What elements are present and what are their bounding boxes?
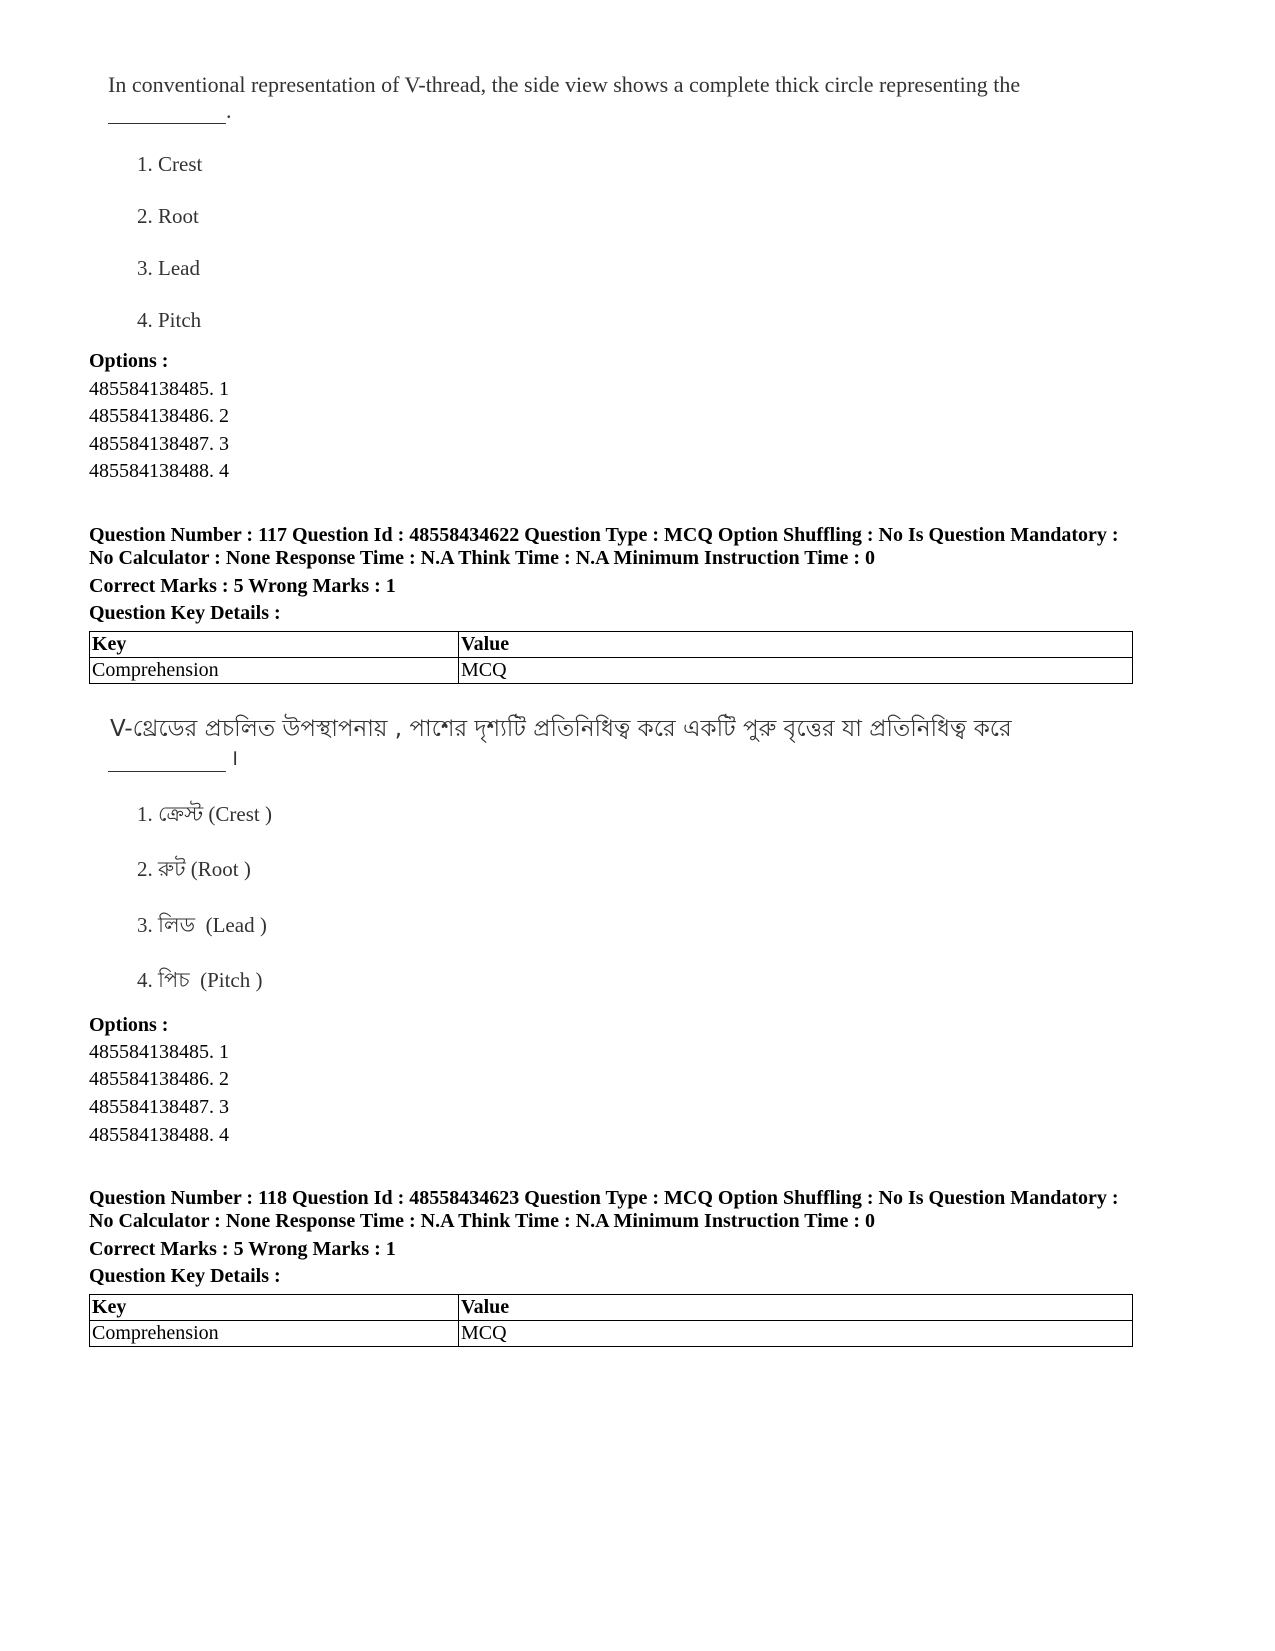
- q117-option-3: 485584138487. 3: [89, 1096, 229, 1118]
- q117-meta-line2: No Calculator : None Response Time : N.A Think Time : N.A Minimum Instruction Time : 0: [89, 547, 875, 569]
- q117-choice-3: 3. লিড (Lead ): [137, 913, 267, 937]
- q117-option-2: 485584138486. 2: [89, 1068, 229, 1090]
- q118-meta-line1: Question Number : 118 Question Id : 48558434623 Question Type : MCQ Option Shuffling : No Is Question Mandatory :: [89, 1187, 1119, 1209]
- q117-choice-4: 4. পিচ (Pitch ): [137, 968, 263, 992]
- q117-question-text: V-থ্রেডের প্রচলিত উপস্থাপনায় , পাশের দৃশ্যটি প্রতিনিধিত্ব করে একটি পুরু বৃত্তের যা প্রতিনিধিত্ব করে: [110, 716, 1012, 742]
- q116-choice-2: 2. Root: [137, 204, 199, 228]
- q117-meta-line1: Question Number : 117 Question Id : 48558434622 Question Type : MCQ Option Shuffling : No Is Question Mandatory :: [89, 524, 1119, 546]
- header-value: Value: [459, 632, 1133, 658]
- blank-suffix: .: [226, 98, 232, 123]
- table-row: [90, 658, 1133, 684]
- q117-choice-2: 2. রুট (Root ): [137, 857, 251, 881]
- answer-blank: [108, 749, 226, 772]
- q118-meta-line2: No Calculator : None Response Time : N.A Think Time : N.A Minimum Instruction Time : 0: [89, 1210, 875, 1232]
- q117-key-table: [89, 631, 1133, 684]
- blank-suffix: ।: [230, 745, 239, 770]
- header-key: Key: [90, 1295, 459, 1321]
- header-value: Value: [459, 1295, 1133, 1321]
- q118-key-details-label: Question Key Details :: [89, 1265, 281, 1287]
- cell-value: MCQ: [459, 658, 1133, 684]
- q117-options-label: Options :: [89, 1014, 169, 1036]
- q116-choice-3: 3. Lead: [137, 256, 200, 280]
- cell-key: Comprehension: [90, 658, 459, 684]
- q117-option-4: 485584138488. 4: [89, 1124, 229, 1146]
- q116-choice-4: 4. Pitch: [137, 308, 202, 332]
- q116-options-label: Options :: [89, 350, 169, 372]
- q116-option-4: 485584138488. 4: [89, 460, 229, 482]
- q116-option-2: 485584138486. 2: [89, 405, 229, 427]
- q117-key-details-label: Question Key Details :: [89, 602, 281, 624]
- q116-question-text: In conventional representation of V-thread, the side view shows a complete thick circle representing the: [108, 72, 1021, 97]
- header-key: Key: [90, 632, 459, 658]
- q118-key-table: [89, 1294, 1133, 1347]
- q117-blank: [108, 742, 238, 772]
- q118-marks: Correct Marks : 5 Wrong Marks : 1: [89, 1238, 396, 1260]
- table-row: [90, 1321, 1133, 1347]
- q116-option-3: 485584138487. 3: [89, 433, 229, 455]
- answer-blank: [108, 101, 226, 124]
- table-header-row: [90, 632, 1133, 658]
- q116-blank: [108, 98, 232, 124]
- cell-value: MCQ: [459, 1321, 1133, 1347]
- q117-choice-1: 1. ক্রেস্ট (Crest ): [137, 802, 272, 826]
- q117-marks: Correct Marks : 5 Wrong Marks : 1: [89, 575, 396, 597]
- q116-choice-1: 1. Crest: [137, 152, 203, 176]
- q117-option-1: 485584138485. 1: [89, 1041, 229, 1063]
- q116-option-1: 485584138485. 1: [89, 378, 229, 400]
- cell-key: Comprehension: [90, 1321, 459, 1347]
- table-header-row: [90, 1295, 1133, 1321]
